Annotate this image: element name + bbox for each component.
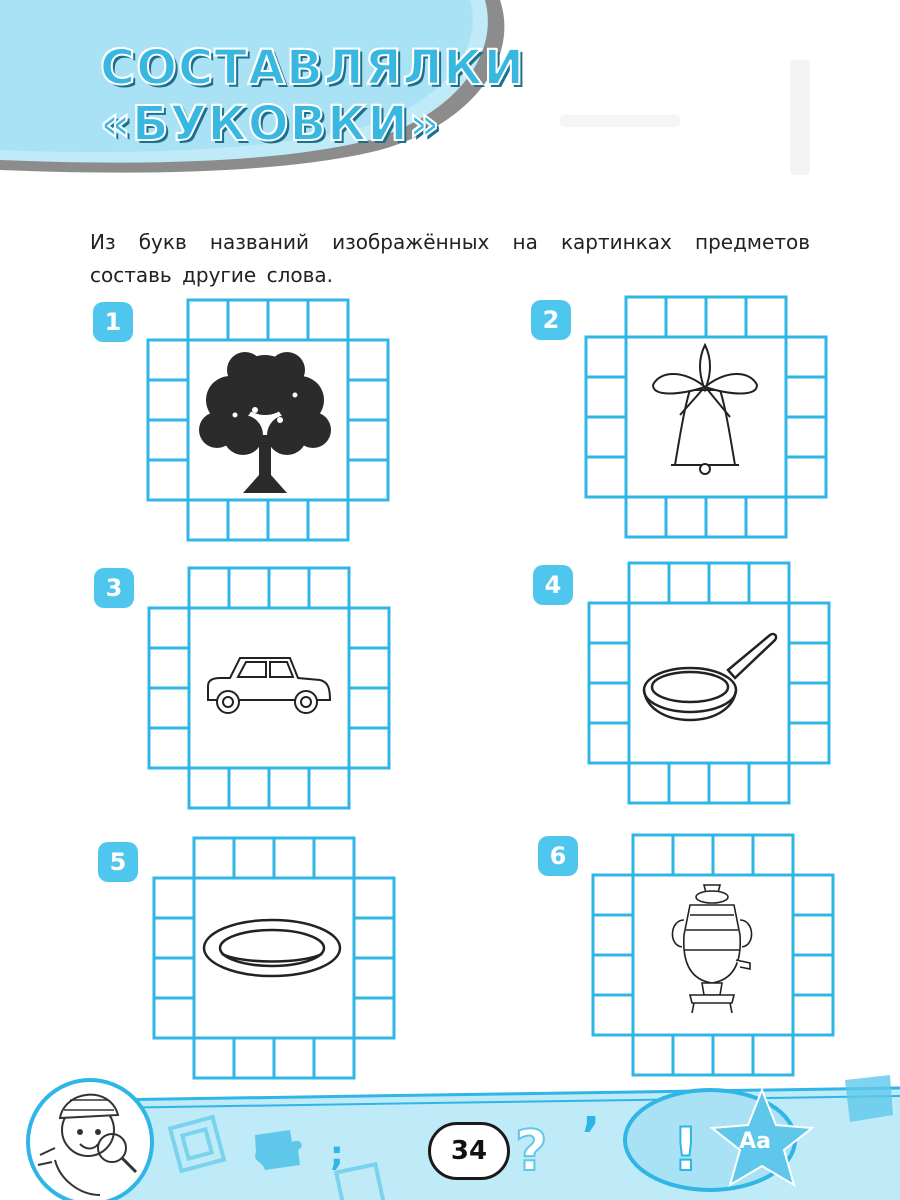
letter-cell-top[interactable] [188,300,228,340]
letter-cell-left[interactable] [154,878,194,918]
letter-cell-bottom[interactable] [309,768,349,808]
letter-cell-right[interactable] [786,457,826,497]
letter-cell-top[interactable] [189,568,229,608]
letter-cell-right[interactable] [789,683,829,723]
letter-cell-right[interactable] [349,728,389,768]
letter-cell-bottom[interactable] [626,497,666,537]
letter-cell-bottom[interactable] [189,768,229,808]
letter-cell-top[interactable] [274,838,314,878]
letter-cell-bottom[interactable] [669,763,709,803]
letter-cell-right[interactable] [786,377,826,417]
letter-cell-right[interactable] [354,958,394,998]
exclamation-symbol: ! [672,1115,700,1185]
letter-cell-left[interactable] [586,377,626,417]
letter-cell-top[interactable] [309,568,349,608]
letter-cell-left[interactable] [148,340,188,380]
letter-cell-left[interactable] [593,955,633,995]
letter-cell-right[interactable] [786,337,826,377]
letter-cell-right[interactable] [789,603,829,643]
letter-cell-right[interactable] [354,998,394,1038]
letter-cell-right[interactable] [348,460,388,500]
letter-cell-top[interactable] [229,568,269,608]
letter-cell-right[interactable] [349,688,389,728]
letter-cell-right[interactable] [793,915,833,955]
letter-cell-right[interactable] [348,340,388,380]
letter-cell-top[interactable] [194,838,234,878]
letter-cell-top[interactable] [268,300,308,340]
letter-cell-top[interactable] [629,563,669,603]
letter-cell-top[interactable] [709,563,749,603]
letter-cell-bottom[interactable] [269,768,309,808]
letter-cell-right[interactable] [789,643,829,683]
letter-cell-right[interactable] [348,380,388,420]
question-mark-symbol: ? [515,1119,548,1184]
letter-cell-right[interactable] [349,608,389,648]
letter-cell-bottom[interactable] [746,497,786,537]
letter-cell-left[interactable] [149,648,189,688]
letter-cell-bottom[interactable] [629,763,669,803]
letter-cell-left[interactable] [593,875,633,915]
letter-cell-top[interactable] [666,297,706,337]
letter-cell-bottom[interactable] [308,500,348,540]
aa-badge: Aa [739,1128,771,1154]
letter-cell-right[interactable] [793,955,833,995]
letter-cell-top[interactable] [308,300,348,340]
letter-cell-bottom[interactable] [749,763,789,803]
letter-cell-left[interactable] [154,958,194,998]
letter-cell-left[interactable] [149,728,189,768]
letter-cell-left[interactable] [593,915,633,955]
comma-symbol: , [582,1081,601,1137]
letter-cell-left[interactable] [586,417,626,457]
letter-cell-right[interactable] [789,723,829,763]
letter-cell-bottom[interactable] [268,500,308,540]
letter-cell-left[interactable] [154,918,194,958]
letter-grid-1 [148,300,388,540]
letter-cell-left[interactable] [589,643,629,683]
letter-cell-right[interactable] [786,417,826,457]
letter-cell-top[interactable] [626,297,666,337]
letter-cell-top[interactable] [234,838,274,878]
exercise-number-4: 4 [533,565,573,605]
letter-cell-bottom[interactable] [228,500,268,540]
letter-cell-top[interactable] [746,297,786,337]
exercise-number-3: 3 [94,568,134,608]
letter-cell-top[interactable] [314,838,354,878]
exercise-number-1: 1 [93,302,133,342]
letter-cell-bottom[interactable] [188,500,228,540]
letter-cell-left[interactable] [148,420,188,460]
semicolon-symbol: ; [330,1134,344,1174]
exercise-number-6: 6 [538,836,578,876]
letter-cell-top[interactable] [228,300,268,340]
title-line-1: СОСТАВЛЯЛКИ [100,40,525,96]
mascot-boy-illustration [28,1080,152,1200]
letter-cell-right[interactable] [354,918,394,958]
letter-cell-left[interactable] [149,608,189,648]
letter-cell-right[interactable] [349,648,389,688]
letter-cell-top[interactable] [706,297,746,337]
title-line-2: «БУКОВКИ» [100,96,441,152]
letter-cell-top[interactable] [269,568,309,608]
exercise-number-2: 2 [531,300,571,340]
letter-cell-top[interactable] [673,835,713,875]
letter-cell-top[interactable] [713,835,753,875]
letter-cell-top[interactable] [753,835,793,875]
letter-cell-top[interactable] [749,563,789,603]
page-number: 34 [428,1122,510,1180]
letter-cell-left[interactable] [148,380,188,420]
letter-cell-right[interactable] [793,995,833,1035]
letter-cell-left[interactable] [586,337,626,377]
instruction-text: Из букв названий изображённых на картинках предметов составь другие слова. [90,230,810,287]
plate-picture [204,920,340,976]
letter-cell-bottom[interactable] [706,497,746,537]
letter-cell-left[interactable] [593,995,633,1035]
letter-cell-left[interactable] [589,603,629,643]
letter-cell-left[interactable] [589,683,629,723]
letter-cell-right[interactable] [354,878,394,918]
letter-cell-bottom[interactable] [229,768,269,808]
letter-cell-left[interactable] [154,998,194,1038]
letter-cell-left[interactable] [589,723,629,763]
letter-cell-bottom[interactable] [666,497,706,537]
letter-cell-left[interactable] [149,688,189,728]
letter-cell-right[interactable] [793,875,833,915]
exercise-number-5: 5 [98,842,138,882]
letter-cell-right[interactable] [348,420,388,460]
letter-cell-left[interactable] [148,460,188,500]
letter-cell-top[interactable] [633,835,673,875]
letter-cell-bottom[interactable] [709,763,749,803]
letter-cell-top[interactable] [669,563,709,603]
letter-cell-left[interactable] [586,457,626,497]
